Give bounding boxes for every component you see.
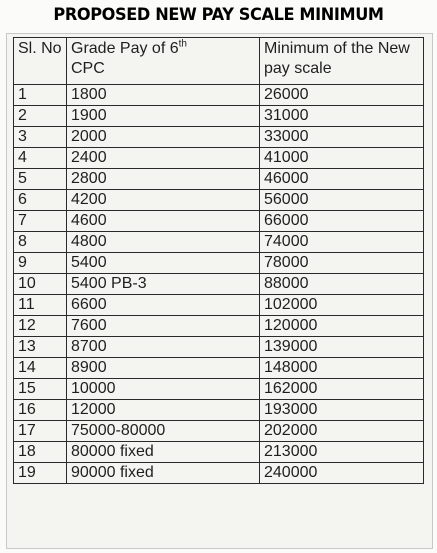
cell-sl-no: 10 <box>14 274 67 295</box>
cell-minimum-pay-scale: 162000 <box>260 379 424 400</box>
table-row <box>14 169 424 190</box>
cell-sl-no: 13 <box>14 337 67 358</box>
table-row <box>14 463 424 484</box>
header-grade-pay-prefix: Grade Pay of 6 <box>71 40 179 57</box>
table-row <box>14 232 424 253</box>
cell-grade-pay: 12000 <box>67 400 260 421</box>
cell-sl-no: 9 <box>14 253 67 274</box>
cell-grade-pay: 10000 <box>67 379 260 400</box>
header-minimum-pay-scale: Minimum of the New pay scale <box>260 38 424 85</box>
table-row <box>14 127 424 148</box>
cell-minimum-pay-scale: 31000 <box>260 106 424 127</box>
cell-grade-pay: 2000 <box>67 127 260 148</box>
cell-grade-pay: 1900 <box>67 106 260 127</box>
cell-sl-no: 4 <box>14 148 67 169</box>
cell-sl-no: 5 <box>14 169 67 190</box>
cell-grade-pay: 75000-80000 <box>67 421 260 442</box>
cell-sl-no: 7 <box>14 211 67 232</box>
cell-grade-pay: 4200 <box>67 190 260 211</box>
table-row <box>14 85 424 106</box>
cell-grade-pay: 5400 PB-3 <box>67 274 260 295</box>
cell-minimum-pay-scale: 102000 <box>260 295 424 316</box>
cell-minimum-pay-scale: 88000 <box>260 274 424 295</box>
cell-grade-pay: 7600 <box>67 316 260 337</box>
table-row <box>14 211 424 232</box>
header-grade-pay-superscript: th <box>178 38 187 50</box>
cell-sl-no: 6 <box>14 190 67 211</box>
cell-sl-no: 14 <box>14 358 67 379</box>
table-row <box>14 337 424 358</box>
cell-minimum-pay-scale: 41000 <box>260 148 424 169</box>
cell-sl-no: 8 <box>14 232 67 253</box>
table-row <box>14 379 424 400</box>
table-row <box>14 106 424 127</box>
cell-sl-no: 11 <box>14 295 67 316</box>
header-grade-pay <box>67 38 260 85</box>
cell-sl-no: 15 <box>14 379 67 400</box>
cell-sl-no: 18 <box>14 442 67 463</box>
cell-minimum-pay-scale: 139000 <box>260 337 424 358</box>
table-row <box>14 421 424 442</box>
cell-minimum-pay-scale: 78000 <box>260 253 424 274</box>
cell-sl-no: 2 <box>14 106 67 127</box>
table-row <box>14 316 424 337</box>
cell-grade-pay: 8900 <box>67 358 260 379</box>
cell-grade-pay: 6600 <box>67 295 260 316</box>
table-header-row <box>14 38 424 85</box>
table-row <box>14 295 424 316</box>
cell-minimum-pay-scale: 240000 <box>260 463 424 484</box>
cell-grade-pay: 1800 <box>67 85 260 106</box>
table-row <box>14 400 424 421</box>
cell-minimum-pay-scale: 193000 <box>260 400 424 421</box>
cell-grade-pay: 80000 fixed <box>67 442 260 463</box>
cell-grade-pay: 4600 <box>67 211 260 232</box>
cell-grade-pay: 90000 fixed <box>67 463 260 484</box>
table-row <box>14 190 424 211</box>
page-title: PROPOSED NEW PAY SCALE MINIMUM <box>53 5 384 25</box>
cell-sl-no: 19 <box>14 463 67 484</box>
cell-minimum-pay-scale: 46000 <box>260 169 424 190</box>
header-grade-pay-suffix: CPC <box>71 60 105 77</box>
cell-minimum-pay-scale: 56000 <box>260 190 424 211</box>
cell-minimum-pay-scale: 26000 <box>260 85 424 106</box>
table-row <box>14 358 424 379</box>
header-sl-no: Sl. No <box>14 38 67 85</box>
cell-minimum-pay-scale: 148000 <box>260 358 424 379</box>
cell-grade-pay: 2400 <box>67 148 260 169</box>
table-row <box>14 442 424 463</box>
cell-minimum-pay-scale: 120000 <box>260 316 424 337</box>
table-body <box>14 85 424 484</box>
table-row <box>14 274 424 295</box>
table-row <box>14 253 424 274</box>
cell-sl-no: 3 <box>14 127 67 148</box>
table-row <box>14 148 424 169</box>
cell-minimum-pay-scale: 202000 <box>260 421 424 442</box>
cell-sl-no: 16 <box>14 400 67 421</box>
cell-sl-no: 17 <box>14 421 67 442</box>
cell-minimum-pay-scale: 66000 <box>260 211 424 232</box>
cell-sl-no: 12 <box>14 316 67 337</box>
cell-grade-pay: 4800 <box>67 232 260 253</box>
cell-minimum-pay-scale: 74000 <box>260 232 424 253</box>
cell-minimum-pay-scale: 33000 <box>260 127 424 148</box>
cell-minimum-pay-scale: 213000 <box>260 442 424 463</box>
cell-grade-pay: 2800 <box>67 169 260 190</box>
pay-scale-table <box>13 37 424 484</box>
cell-grade-pay: 8700 <box>67 337 260 358</box>
cell-grade-pay: 5400 <box>67 253 260 274</box>
cell-sl-no: 1 <box>14 85 67 106</box>
